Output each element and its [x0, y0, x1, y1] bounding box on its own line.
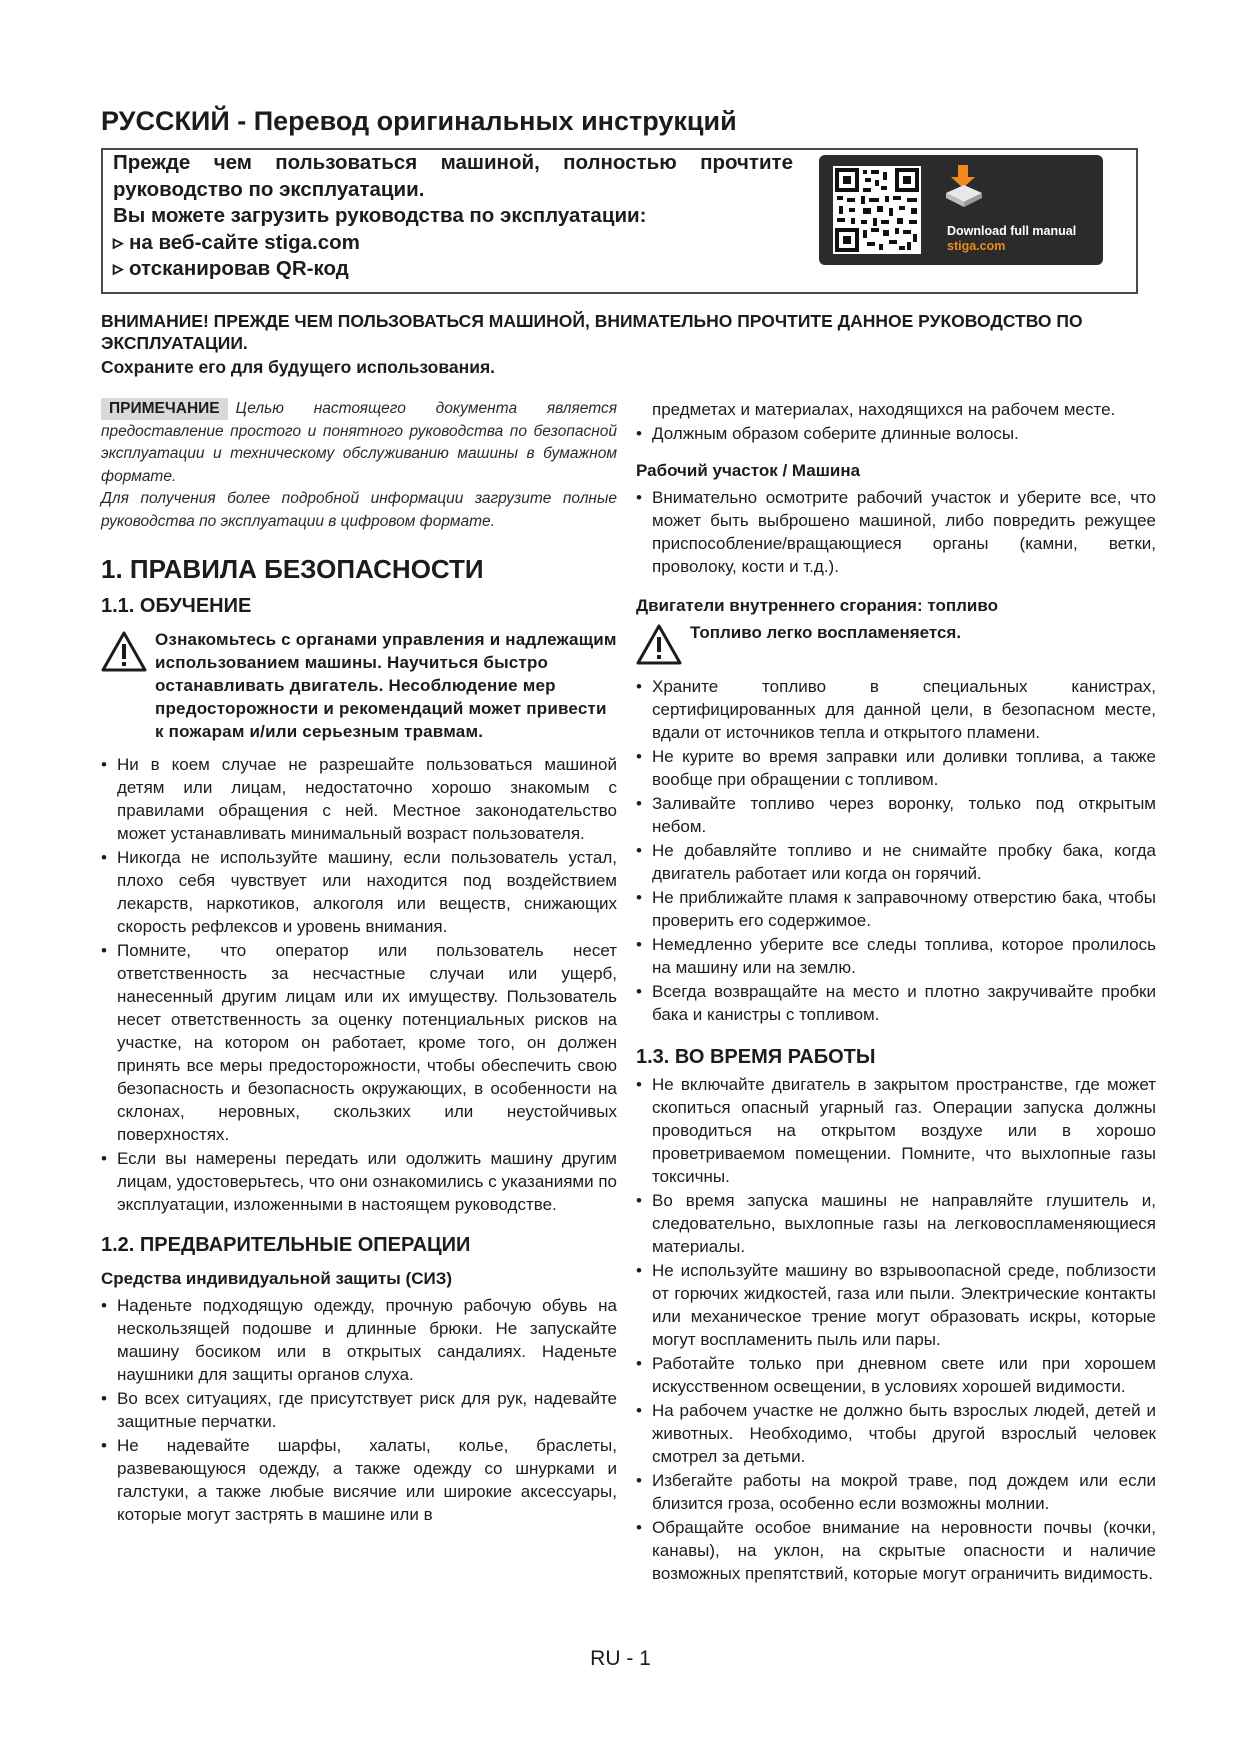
qr-code-icon[interactable]	[833, 166, 921, 254]
list-item: • Никогда не используйте машину, если пользователь устал, плохо себя чувствует или находится под воздействием лекарств, наркотиков, алкоголя или веществ, снижающих скорость рефлексов и уровень внимания.	[101, 846, 617, 938]
section-1-3-heading: 1.3. ВО ВРЕМЯ РАБОТЫ	[636, 1046, 876, 1068]
intro-line-2: руководство по эксплуатации.	[113, 177, 425, 201]
section-1-2-heading: 1.2. ПРЕДВАРИТЕЛЬНЫЕ ОПЕРАЦИИ	[101, 1234, 471, 1256]
ppe-list-continued	[636, 422, 1156, 445]
list-item: • Всегда возвращайте на место и плотно закручивайте пробки бака и канистры с топливом.	[636, 980, 1156, 1026]
list-item: • Избегайте работы на мокрой траве, под дождем или если близится гроза, особенно если возможны молнии.	[636, 1469, 1156, 1515]
intro-box	[101, 148, 1138, 294]
download-panel[interactable]	[819, 155, 1103, 265]
warning-triangle-icon	[636, 623, 682, 665]
ppe-list	[101, 1294, 617, 1526]
list-item: • Во время запуска машины не направляйте глушитель и, следовательно, выхлопные газы на легковоспламеняющиеся материалы.	[636, 1189, 1156, 1258]
download-site-link[interactable]: stiga.com	[947, 239, 1006, 253]
list-item: • Ни в коем случае не разрешайте пользоваться машиной детям или лицам, недостаточно хорошо знакомым с правилами обращения с ней. Местное законодательство может устанавливать минимальный возраст пользователя.	[101, 753, 617, 845]
list-item: • Должным образом соберите длинные волосы.	[636, 422, 1156, 445]
section-1-1-heading: 1.1. ОБУЧЕНИЕ	[101, 595, 252, 617]
note-block	[101, 398, 617, 533]
ppe-continuation: предметах и материалах, находящихся на рабочем месте.	[652, 400, 1116, 419]
training-hazard	[101, 628, 617, 743]
intro-line-1: Прежде чем пользоваться машиной, полностью прочтите	[113, 151, 793, 174]
intro-option-website: ▹ на веб-сайте stiga.com	[113, 230, 360, 254]
training-list	[101, 753, 617, 1216]
intro-option-qr: ▹ отсканировав QR-код	[113, 257, 349, 280]
right-column	[636, 398, 1156, 1586]
list-item: • Помните, что оператор или пользователь несет ответственность за несчастные случаи или ущерб, нанесенный другим лицам или их имуществу. Пользователь несет ответственность за оценку потенциальных рисков на участке, на котором он работает, кроме того, он должен принять все меры предосторожности, чтобы обеспечить свою безопасность и безопасность окружающих, в особенности на склонах, неровных, скользких или неустойчивых поверхностях.	[101, 939, 617, 1146]
fuel-list	[636, 675, 1156, 1026]
fuel-hazard	[636, 621, 1156, 665]
ppe-heading: Средства индивидуальной защиты (СИЗ)	[101, 1269, 452, 1288]
fuel-hazard-text: Топливо легко воспламеняется.	[690, 623, 962, 642]
list-item: • Не курите во время заправки или доливки топлива, а также вообще при обращении с топливом.	[636, 745, 1156, 791]
intro-line-3: Вы можете загрузить руководства по эксплуатации:	[113, 204, 647, 227]
list-item: • Храните топливо в специальных канистрах, сертифицированных для данной цели, в безопасном месте, вдали от источников тепла и открытого пламени.	[636, 675, 1156, 744]
list-item: • Внимательно осмотрите рабочий участок и уберите все, что может быть выброшено машиной, либо повредить режущее приспособление/вращающиеся органы (камни, ветки, проволоку, кости и т.д.).	[636, 486, 1156, 578]
work-area-list	[636, 486, 1156, 578]
note-text-1: Целью настоящего документа является предоставление простого и понятного руководства по безопасной эксплуатации и техническому обслуживанию машины в бумажном формате.	[101, 400, 617, 485]
download-manual-icon	[943, 163, 985, 209]
list-item: • Если вы намерены передать или одолжить машину другим лицам, удостоверьтесь, что они ознакомились с указаниями по эксплуатации, изложенными в настоящем руководстве.	[101, 1147, 617, 1216]
list-item: • Наденьте подходящую одежду, прочную рабочую обувь на нескользящей подошве и длинные брюки. Не запускайте машину босиком или в открытых сандалиях. Наденьте наушники для защиты органов слуха.	[101, 1294, 617, 1386]
work-area-heading: Рабочий участок / Машина	[636, 461, 861, 480]
list-item: • Заливайте топливо через воронку, только под открытым небом.	[636, 792, 1156, 838]
note-tag: ПРИМЕЧАНИЕ	[101, 398, 228, 420]
note-text-2: Для получения более подробной информации загрузите полные руководства по эксплуатации в цифровом формате.	[101, 490, 617, 530]
page-number: RU - 1	[590, 1647, 651, 1670]
keep-manual-text: Сохраните его для будущего использования.	[101, 357, 496, 377]
list-item: • Немедленно уберите все следы топлива, которое пролилось на машину или на землю.	[636, 933, 1156, 979]
list-item: • Не добавляйте топливо и не снимайте пробку бака, когда двигатель работает или когда он горячий.	[636, 839, 1156, 885]
section-1-heading: 1. ПРАВИЛА БЕЗОПАСНОСТИ	[101, 554, 484, 584]
intro-text	[113, 150, 793, 283]
list-item: • Не приближайте пламя к заправочному отверстию бака, чтобы проверить его содержимое.	[636, 886, 1156, 932]
list-item: • Не используйте машину во взрывоопасной среде, поблизости от горючих жидкостей, газа или пыли. Электрические контакты или механическое трение могут образовать искры, которые могут воспламенить пыль или пары.	[636, 1259, 1156, 1351]
list-item: • Во всех ситуациях, где присутствует риск для рук, надевайте защитные перчатки.	[101, 1387, 617, 1433]
left-column	[101, 398, 617, 1527]
list-item: • Работайте только при дневном свете или при хорошем искусственном освещении, в условиях хорошей видимости.	[636, 1352, 1156, 1398]
training-hazard-text: Ознакомьтесь с органами управления и надлежащим использованием машины. Научиться быстро останавливать двигатель. Несоблюдение мер предосторожности и рекомендаций может привести к пожарам и/или серьезным травмам.	[155, 630, 617, 741]
download-label[interactable]: Download full manual	[947, 224, 1077, 238]
warning-text: ВНИМАНИЕ! ПРЕЖДЕ ЧЕМ ПОЛЬЗОВАТЬСЯ МАШИНОЙ, ВНИМАТЕЛЬНО ПРОЧТИТЕ ДАННОЕ РУКОВОДСТВО ПО ЭКСПЛУАТАЦИИ.	[101, 311, 1083, 353]
warning-triangle-icon	[101, 630, 147, 672]
list-item: • Обращайте особое внимание на неровности почвы (кочки, канавы), на уклон, на скрытые опасности и наличие возможных препятствий, которые могут ограничить видимость.	[636, 1516, 1156, 1585]
list-item: • На рабочем участке не должно быть взрослых людей, детей и животных. Необходимо, чтобы другой взрослый человек смотрел за детьми.	[636, 1399, 1156, 1468]
list-item: • Не надевайте шарфы, халаты, колье, браслеты, развевающуюся одежду, а также одежду со шнурками и галстуки, а также любые висячие или широкие аксессуары, которые могут застрять в машине или в	[101, 1434, 617, 1526]
fuel-heading: Двигатели внутреннего сгорания: топливо	[636, 596, 998, 615]
page-title: РУССКИЙ - Перевод оригинальных инструкций	[101, 106, 737, 136]
list-item: • Не включайте двигатель в закрытом пространстве, где может скопиться опасный угарный газ. Операции запуска должны проводиться на открытом воздухе или в хорошо проветриваемом помещении. Помните, что выхлопные газы токсичны.	[636, 1073, 1156, 1188]
operation-list	[636, 1073, 1156, 1585]
